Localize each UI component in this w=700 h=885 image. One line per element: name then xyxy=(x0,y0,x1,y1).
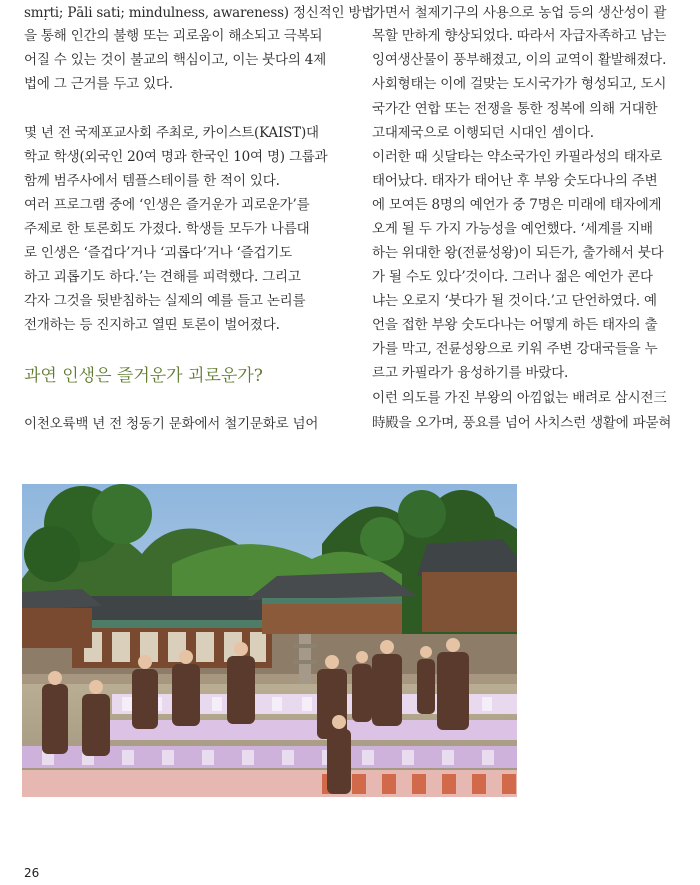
text-line: 에 모여든 8명의 예언가 중 7명은 미래에 태자에게 xyxy=(372,197,662,213)
temple-photo xyxy=(22,484,517,797)
text-line: smṛti; Pāli sati; mindulness, awareness) 정신적인 방법 xyxy=(24,5,375,21)
text-line: 고대제국으로 이행되던 시대인 셈이다. xyxy=(372,125,594,141)
text-line: 을 통해 인간의 불행 또는 괴로움이 해소되고 극복되 xyxy=(24,28,323,44)
text-line: 잉여생산물이 풍부해졌고, 이의 교역이 활발해졌다. xyxy=(372,52,667,68)
text-line: 각자 그것을 뒷받침하는 실제의 예를 들고 논리를 xyxy=(24,293,306,309)
text-line: 주제로 한 토론회도 가졌다. 학생들 모두가 나름대 xyxy=(24,221,310,237)
text-line: 전개하는 등 진지하고 열띤 토론이 벌어졌다. xyxy=(24,317,280,333)
text-line: 時殿을 오가며, 풍요를 넘어 사치스런 생활에 파묻혀 xyxy=(372,415,672,431)
text-line: 여러 프로그램 중에 ‘인생은 즐거운가 괴로운가’를 xyxy=(24,197,310,213)
text-line: 법에 그 근거를 두고 있다. xyxy=(24,76,173,92)
text-line: 냐는 오로지 ‘붓다가 될 것이다.’고 단언하였다. 예 xyxy=(372,293,657,309)
text-line: 국가간 연합 또는 전쟁을 통한 정복에 의해 거대한 xyxy=(372,101,658,117)
text-line: 하는 위대한 왕(전륜성왕)이 되든가, 출가해서 붓다 xyxy=(372,245,664,261)
text-line: 이런 의도를 가진 부왕의 아낌없는 배려로 삼시전三 xyxy=(372,390,667,406)
text-line: 가면서 철제기구의 사용으로 농업 등의 생산성이 괄 xyxy=(372,5,667,21)
text-line: 가 될 수도 있다’것이다. 그러나 젊은 예언가 콘다 xyxy=(372,269,653,285)
text-line: 어질 수 있는 것이 불교의 핵심이고, 이는 붓다의 4제 xyxy=(24,52,327,68)
text-line: 이러한 때 싯달타는 약소국가인 카필라성의 태자로 xyxy=(372,149,663,165)
text-line: 목할 만하게 향상되었다. 따라서 자급자족하고 남는 xyxy=(372,28,667,44)
text-line: 이천오륙백 년 전 청동기 문화에서 철기문화로 넘어 xyxy=(24,416,319,432)
text-line: 르고 카필라가 융성하기를 바랐다. xyxy=(372,365,569,381)
text-line: 태어났다. 태자가 태어난 후 부왕 숫도다나의 주변 xyxy=(372,173,658,189)
text-line: 몇 년 전 국제포교사회 주최로, 카이스트(KAIST)대 xyxy=(24,125,319,141)
text-line: 오게 될 두 가지 가능성을 예언했다. ‘세계를 지배 xyxy=(372,221,653,237)
text-line: 언을 접한 부왕 숫도다나는 어떻게 하든 태자의 출 xyxy=(372,317,658,333)
text-line: 가를 막고, 전륜성왕으로 키워 주변 강대국들을 누 xyxy=(372,341,658,357)
text-line: 로 인생은 ‘즐겁다’거나 ‘괴롭다’거나 ‘즐겁기도 xyxy=(24,245,292,261)
text-line: 함께 범주사에서 템플스테이를 한 적이 있다. xyxy=(24,173,280,189)
text-line: 사회형태는 이에 걸맞는 도시국가가 형성되고, 도시 xyxy=(372,76,667,92)
section-heading: 과연 인생은 즐거운가 괴로운가? xyxy=(24,366,263,386)
page-number: 26 xyxy=(24,866,40,880)
text-line: 학교 학생(외국인 20여 명과 한국인 10여 명) 그룹과 xyxy=(24,149,328,165)
text-line: 하고 괴롭기도 하다.’는 견해를 피력했다. 그리고 xyxy=(24,269,301,285)
